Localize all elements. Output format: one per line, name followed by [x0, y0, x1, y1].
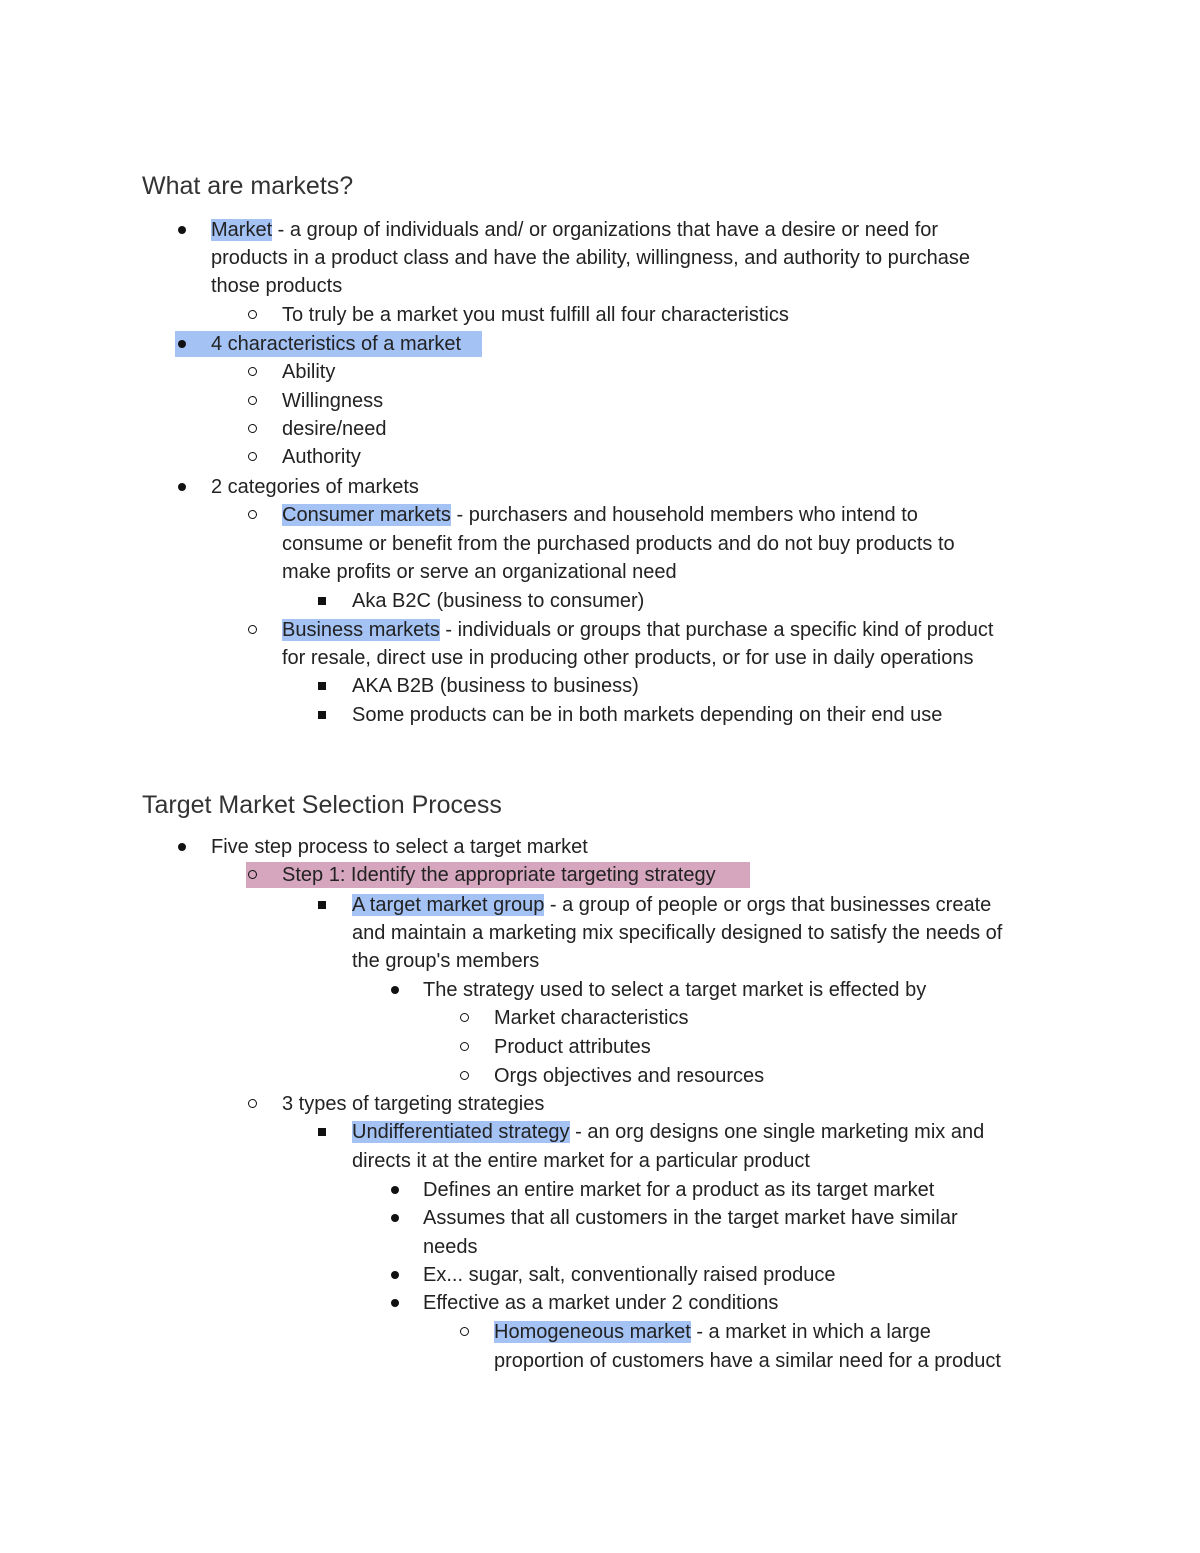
bullet-disc — [391, 1176, 399, 1194]
list-item-text: Some products can be in both markets depending on their end use — [352, 704, 943, 726]
list-item-characteristics: 4 characteristics of a market — [211, 333, 462, 355]
list-item-categories: 2 categories of markets — [211, 476, 419, 498]
bullet-square — [318, 1118, 326, 1136]
list-item-text: proportion of customers have a similar need for a product — [494, 1350, 1001, 1372]
highlight-term: A target market group — [352, 894, 545, 916]
bullet-circle — [460, 1004, 469, 1022]
list-item-text: AKA B2B (business to business) — [352, 675, 639, 697]
list-item-step1: Step 1: Identify the appropriate targeting strategy — [282, 864, 716, 886]
bullet-disc — [178, 330, 186, 348]
bullet-disc — [178, 833, 186, 851]
list-item-text: directs it at the entire market for a particular product — [352, 1150, 810, 1172]
bullet-circle — [248, 1090, 257, 1108]
bullet-circle — [460, 1033, 469, 1051]
list-item-text: Aka B2C (business to consumer) — [352, 590, 645, 612]
bullet-disc — [391, 976, 399, 994]
list-item-target-market-group: A target market group - a group of people or orgs that businesses create — [352, 894, 992, 916]
list-item-text: and maintain a marketing mix specifically designed to satisfy the needs of — [352, 922, 1003, 944]
section-heading-markets: What are markets? — [142, 172, 354, 200]
list-item-text: Assumes that all customers in the target market have similar — [423, 1207, 958, 1229]
highlight-term: Undifferentiated strategy — [352, 1121, 570, 1143]
bullet-square — [318, 891, 326, 909]
list-item-text: Willingness — [282, 390, 384, 412]
highlight-term: Consumer markets — [282, 504, 451, 526]
bullet-circle — [248, 501, 257, 519]
list-item-text: products in a product class and have the ability, willingness, and authority to purchase — [211, 247, 970, 269]
list-item-text: Effective as a market under 2 conditions — [423, 1292, 779, 1314]
list-item-text: Product attributes — [494, 1036, 651, 1058]
highlight-term: Business markets — [282, 619, 440, 641]
bullet-disc — [178, 216, 186, 234]
list-item-consumer: Consumer markets - purchasers and household members who intend to — [282, 504, 918, 526]
bullet-circle — [460, 1318, 469, 1336]
highlight-term: Homogeneous market — [494, 1321, 691, 1343]
bullet-circle — [248, 415, 257, 433]
list-item-market: Market - a group of individuals and/ or organizations that have a desire or need for — [211, 219, 939, 241]
list-item-text: Authority — [282, 446, 361, 468]
bullet-circle — [248, 616, 257, 634]
bullet-square — [318, 701, 326, 719]
bullet-disc — [391, 1289, 399, 1307]
list-item-text: Defines an entire market for a product as its target market — [423, 1179, 935, 1201]
bullet-circle — [248, 387, 257, 405]
list-item-business: Business markets - individuals or groups that purchase a specific kind of product — [282, 619, 994, 641]
list-item-text: 3 types of targeting strategies — [282, 1093, 545, 1115]
list-item-undifferentiated: Undifferentiated strategy - an org designs one single marketing mix and — [352, 1121, 985, 1143]
bullet-disc — [391, 1261, 399, 1279]
bullet-circle — [248, 358, 257, 376]
highlight-term: Market — [211, 219, 273, 241]
bullet-square — [318, 587, 326, 605]
bullet-circle — [248, 443, 257, 461]
list-item-text: the group's members — [352, 950, 540, 972]
list-item-text: Ex... sugar, salt, conventionally raised produce — [423, 1264, 836, 1286]
bullet-circle — [460, 1062, 469, 1080]
list-item-text: Five step process to select a target market — [211, 836, 588, 858]
list-item-text: Ability — [282, 361, 336, 383]
list-item-text: for resale, direct use in producing other products, or for use in daily operations — [282, 647, 974, 669]
bullet-disc — [178, 473, 186, 491]
list-item-text: Market characteristics — [494, 1007, 689, 1029]
list-item-text: To truly be a market you must fulfill all four characteristics — [282, 304, 789, 326]
section-heading-target-market: Target Market Selection Process — [142, 791, 502, 819]
bullet-square — [318, 672, 326, 690]
list-item-text: The strategy used to select a target market is effected by — [423, 979, 927, 1001]
list-item-text: Orgs objectives and resources — [494, 1065, 765, 1087]
list-item-text: desire/need — [282, 418, 387, 440]
list-item-text: make profits or serve an organizational need — [282, 561, 677, 583]
bullet-circle — [248, 861, 257, 879]
bullet-disc — [391, 1204, 399, 1222]
bullet-circle — [248, 301, 257, 319]
list-item-text: needs — [423, 1236, 478, 1258]
list-item-text: consume or benefit from the purchased products and do not buy products to — [282, 533, 955, 555]
list-item-homogeneous: Homogeneous market - a market in which a large — [494, 1321, 931, 1343]
list-item-text: those products — [211, 275, 343, 297]
